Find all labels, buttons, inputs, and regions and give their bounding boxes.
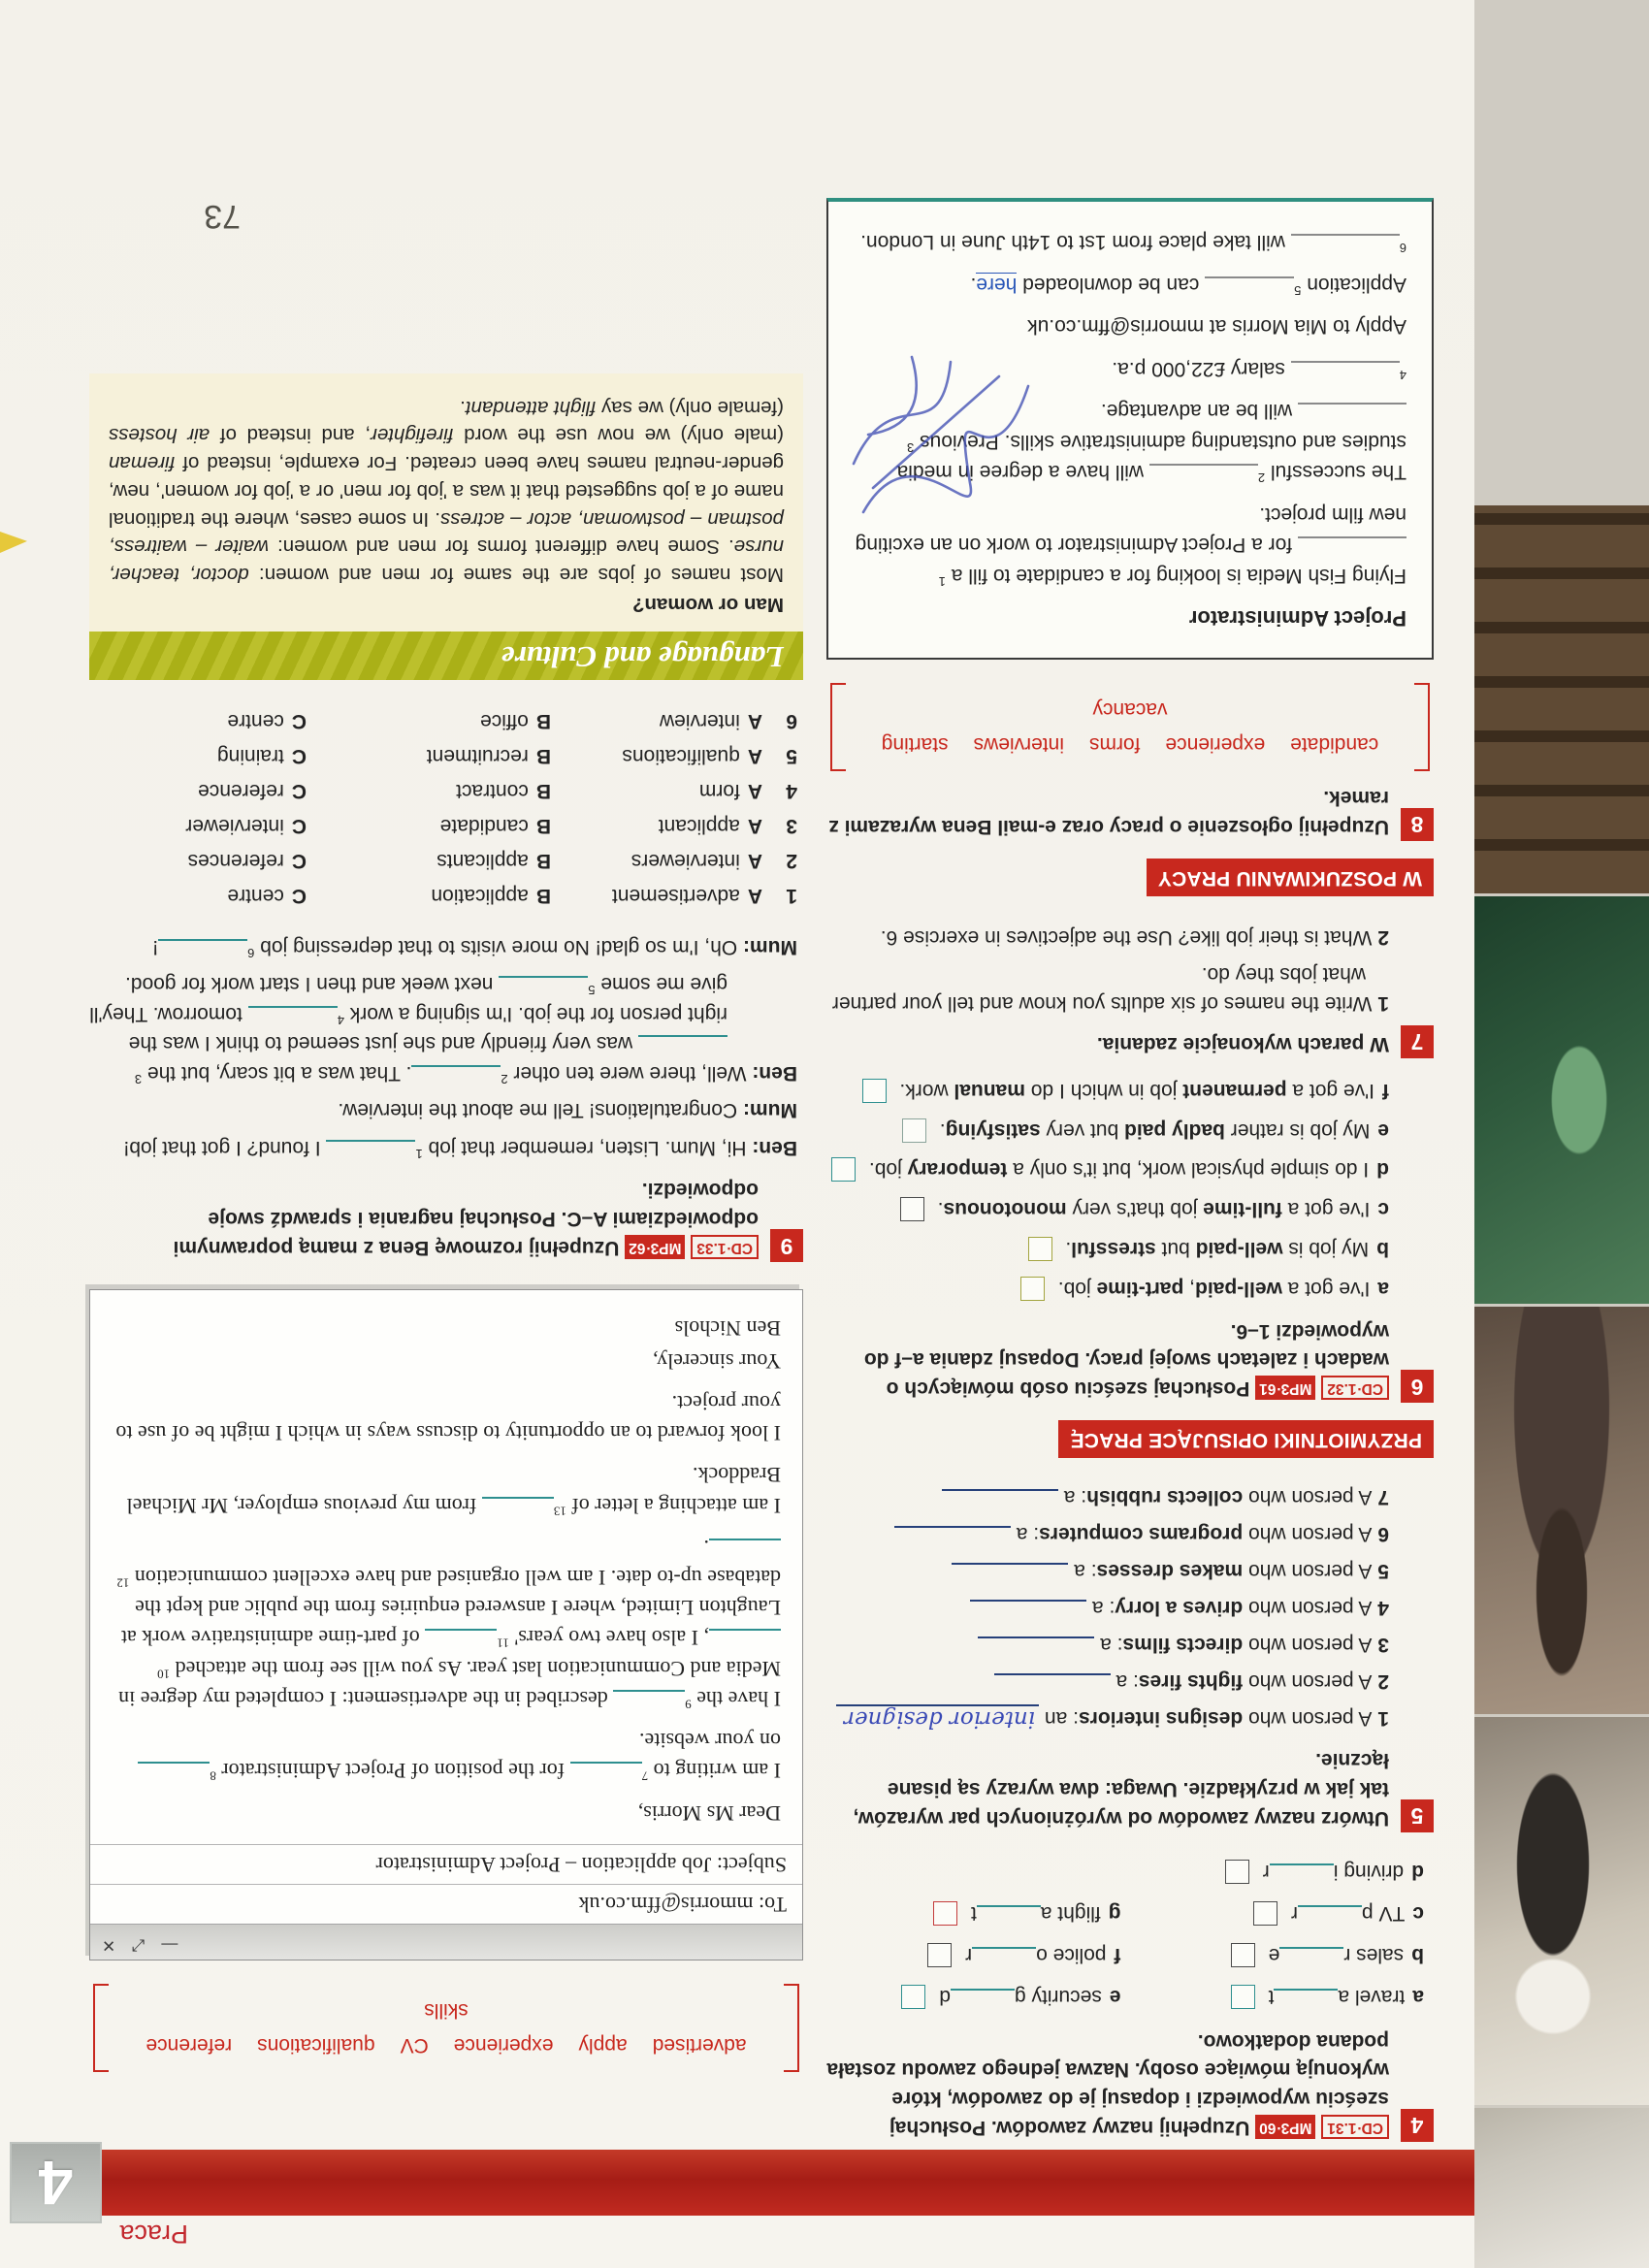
item-letter: a <box>1412 1985 1424 2008</box>
option-b[interactable]: Bcandidate <box>439 814 551 837</box>
answer-checkbox[interactable] <box>1225 1860 1249 1884</box>
unit-number: 4 <box>38 2148 74 2218</box>
fill-in-blank[interactable] <box>709 1629 781 1645</box>
gap-number: 5 <box>1294 282 1302 298</box>
exercise-4-items <box>826 1860 1424 2009</box>
bank-word: skills <box>424 1999 469 2023</box>
exercise-5-instruction: Utwórz nazwy zawodów od wyróżnionych par wyrazów, tak jak w przykładzie. Uwaga: dwa wyrazy są pisane łącznie. <box>853 1749 1389 1830</box>
item-letter: f <box>1382 1079 1389 1102</box>
fill-in-blank[interactable] <box>894 1526 1011 1542</box>
fill-in-blank[interactable] <box>158 939 247 956</box>
download-link[interactable]: here <box>976 273 1018 296</box>
edge-photo <box>1474 2108 1649 2268</box>
statement-item: eMy job is rather badly paid but very satisfying. <box>826 1116 1389 1145</box>
option-row-number: 3 <box>786 814 797 837</box>
answer-checkbox[interactable] <box>900 1197 924 1221</box>
profession-item: 6A person who programs computers: a <box>826 1522 1389 1545</box>
exercise-number-badge: 4 <box>1401 2109 1434 2142</box>
bank-word: experience <box>453 2034 554 2057</box>
item-number: 3 <box>1377 1634 1389 1657</box>
job-name-item: ddriving ir <box>1150 1860 1424 1884</box>
item-number: 1 <box>1377 1707 1389 1731</box>
exercise-number-badge: 9 <box>770 1229 803 1262</box>
edge-photo <box>1474 0 1649 502</box>
gap-number: 1 <box>938 573 946 589</box>
gap-number: 12 <box>116 1575 130 1591</box>
gap-number: 5 <box>588 983 596 998</box>
email-paragraph: I look forward to an opportunity to discuss ways in which I might be of use to your project. <box>115 1390 781 1446</box>
exercise-number-badge: 8 <box>1401 808 1434 841</box>
fill-in-blank[interactable] <box>1149 464 1258 480</box>
exercise-4-header <box>826 2026 1434 2142</box>
exercise-8-instruction: Uzupełnij ogłoszenie o pracy oraz e-mail Bena wyrazami z ramek. <box>828 786 1389 838</box>
option-b[interactable]: Bapplicants <box>436 849 551 872</box>
fill-in-blank[interactable] <box>942 1489 1058 1506</box>
exercise-number-badge: 6 <box>1401 1370 1434 1403</box>
gap-number: 2 <box>1257 470 1266 486</box>
option-a[interactable]: Aform <box>698 779 762 802</box>
option-b[interactable]: Bcontract <box>456 779 551 802</box>
bank-word: vacancy <box>1092 698 1168 722</box>
job-name-item: bsales re <box>1150 1943 1424 1967</box>
close-icon[interactable]: ✕ <box>102 1935 116 1955</box>
fill-in-blank[interactable] <box>1274 1989 1338 2005</box>
item-letter: c <box>1377 1198 1389 1221</box>
fill-in-blank[interactable] <box>977 1905 1041 1922</box>
gap-number: 10 <box>157 1667 171 1682</box>
pairwork-task: 1Write the names of six adults you know and tell your partner what jobs they do. <box>831 963 1389 1015</box>
bank-word: apply <box>578 2034 628 2057</box>
option-c[interactable]: Cinterviewer <box>185 814 307 837</box>
profession-item: 4A person who drives a lorry: a <box>826 1596 1389 1619</box>
option-b[interactable]: Bapplication <box>431 884 551 907</box>
fill-in-blank[interactable] <box>411 1065 501 1082</box>
fill-in-blank[interactable] <box>1270 1863 1334 1880</box>
profession-item: 1A person who designs interiors: an interior designer <box>826 1706 1389 1732</box>
answer-checkbox[interactable] <box>1231 1943 1255 1967</box>
yellow-arrow-sticker <box>0 532 27 553</box>
fill-in-blank[interactable] <box>1205 276 1294 293</box>
statement-item: bMy job is well-paid but stressful. <box>826 1234 1389 1263</box>
dialogue <box>89 932 797 1162</box>
exercise-5-items <box>826 1485 1389 1732</box>
item-letter: g <box>1108 1901 1121 1925</box>
mp3-badge: MP3·62 <box>625 1235 685 1259</box>
bank-word: candidate <box>1290 732 1379 756</box>
mp3-badge: MP3·60 <box>1255 2115 1315 2139</box>
bank-word: reference <box>146 2034 233 2057</box>
statement-item: cI've got a full-time job that's very monotonous. <box>826 1194 1389 1223</box>
option-c[interactable]: Ccentre <box>227 884 307 907</box>
exercise-number-badge: 7 <box>1401 1025 1434 1058</box>
item-letter: c <box>1412 1901 1424 1925</box>
option-row-number: 4 <box>786 779 797 802</box>
option-a[interactable]: Aapplicant <box>658 814 762 837</box>
exercise-4-instruction: Uzupełnij nazwy zawodów. Posłuchaj sześciu wypowiedzi i dopasuj je do zawodów, które wykonują mówiące osoby. Nazwa jednego zawodu została podana dodatkowo. <box>826 2029 1389 2139</box>
bank-word: experience <box>1165 732 1266 756</box>
option-b[interactable]: Boffice <box>480 709 551 732</box>
gap-number: 6 <box>247 946 255 961</box>
page-number: 73 <box>204 198 241 235</box>
cd-badge: CD·1.32 <box>1321 1376 1389 1400</box>
option-c[interactable]: Ccentre <box>227 709 307 732</box>
fill-in-blank[interactable] <box>1279 1947 1343 1963</box>
fill-in-blank[interactable] <box>326 1140 415 1156</box>
fill-in-blank[interactable] <box>972 1947 1036 1963</box>
item-number: 1 <box>1377 992 1389 1015</box>
email-titlebar <box>90 1924 802 1960</box>
fill-in-blank[interactable] <box>1298 536 1406 553</box>
fill-in-blank[interactable] <box>638 1035 728 1052</box>
option-c[interactable]: Creferences <box>187 849 307 872</box>
language-culture-heading: Man or woman? <box>631 593 784 616</box>
gap-number: 4 <box>1399 367 1406 382</box>
to-label: To: <box>758 1892 787 1917</box>
pairwork-task: 2What is their job like? Use the adjectives in exercise 6. <box>880 926 1389 950</box>
exercise-9-header <box>89 1176 803 1262</box>
bank-word: starting <box>881 732 949 756</box>
email-paragraph: I am attaching a letter of $^{13}$ from my previous employer, Mr Michael Braddock. <box>126 1463 781 1518</box>
job-name-item: atravel at <box>1150 1985 1424 2009</box>
dialogue-line: Ben: Hi, Mum. Listen, remember that job $^1$ I found? I got that job! <box>123 1136 797 1161</box>
gap-number: 13 <box>553 1503 566 1518</box>
email-subject-row <box>90 1844 802 1884</box>
fill-in-blank[interactable] <box>425 1629 497 1645</box>
subject-label: Subject: <box>716 1852 787 1877</box>
dialogue-line: Ben: Well, there were ten other $^2$. That was a bit scary, but the $^3$ was very friendly and she just seemed to think I was the right person for the job. I'm signing a work $^4$ tomorrow. They'll give me some $^5$ next week and then I start work for good. <box>89 973 797 1086</box>
answer-checkbox[interactable] <box>901 1985 925 2009</box>
advert-paragraph: Apply to Mia Morris at mmorris@ffm.co.uk <box>1027 315 1406 339</box>
language-culture-text: Most names of jobs are the same for men and women: doctor, teacher, nurse. Some have different forms for men and women: waiter – waitress, postman – postwoman, actor – actress. In some cases, where the traditional name of a job suggested that it was a 'job for men' or a 'job for women', new, gender-neutral names have been created. For example, instead of fireman (male only) we now use the word firefighter, and instead of air hostess (female only) we say flight attendant. <box>108 396 784 586</box>
word-bank-email <box>93 1984 799 2072</box>
mp3-badge: MP3·61 <box>1255 1376 1315 1400</box>
job-name-item: fpolice or <box>826 1943 1121 1967</box>
advert-paragraph: $^6$ will take place from 1st to 14th June in London. <box>860 231 1406 256</box>
option-row-number: 6 <box>786 709 797 732</box>
option-a[interactable]: Aqualifications <box>622 744 762 767</box>
fill-in-blank[interactable] <box>978 1636 1094 1653</box>
answer-checkbox[interactable] <box>831 1157 856 1182</box>
cd-badge: CD·1.33 <box>691 1235 759 1259</box>
answer-checkbox[interactable] <box>927 1943 952 1967</box>
fill-in-blank[interactable] <box>709 1539 781 1555</box>
answer-checkbox[interactable] <box>1231 1985 1255 2009</box>
gap-number: 9 <box>685 1697 692 1712</box>
bank-word: advertised <box>652 2034 747 2057</box>
fill-in-blank[interactable] <box>951 1989 1015 2005</box>
bank-word: qualifications <box>257 2034 375 2057</box>
statement-item: fI've got a permanent job in which I do manual work. <box>826 1076 1389 1105</box>
fill-in-blank[interactable] <box>1291 361 1400 377</box>
gap-number: 11 <box>497 1636 509 1651</box>
job-name-item: esecurity gd <box>826 1985 1121 2009</box>
exercise-number-badge: 5 <box>1401 1799 1434 1832</box>
exercise-6-items <box>826 1076 1389 1303</box>
fill-in-blank[interactable] <box>138 1762 210 1778</box>
statement-item: dI do simple physical work, but it's only a temporary job. <box>826 1155 1389 1184</box>
answer-checkbox[interactable] <box>902 1118 926 1143</box>
gap-number: 3 <box>907 439 915 455</box>
restore-icon[interactable]: ⤢ <box>131 1935 146 1955</box>
to-address: mmorris@ffm.co.uk <box>578 1892 754 1917</box>
gap-number: 6 <box>1399 241 1406 256</box>
fill-in-blank[interactable] <box>1298 1905 1362 1922</box>
gap-number: 3 <box>134 1071 143 1086</box>
fill-in-blank[interactable] <box>952 1563 1068 1579</box>
unit-header-band <box>99 2150 1474 2216</box>
dialogue-line: Mum: Congratulations! Tell me about the interview. <box>338 1099 797 1122</box>
profession-item: 5A person who makes dresses: a <box>826 1559 1389 1582</box>
gap-number: 2 <box>501 1071 508 1086</box>
advert-paragraph: The successful $^2$ will have a degree in media studies and outstanding administrative skills. Previous $^3$ will be an advantage. <box>896 400 1406 486</box>
exercise-7-items <box>826 923 1389 1018</box>
gap-number: 8 <box>210 1768 216 1784</box>
speaker-name: Mum: <box>743 936 797 959</box>
advert-paragraph: Application $^5$ can be downloaded here. <box>970 273 1406 298</box>
option-a[interactable]: Aadvertisement <box>611 884 762 907</box>
fill-in-blank[interactable] <box>613 1690 685 1706</box>
exercise-8-header <box>826 783 1434 841</box>
item-number: 5 <box>1377 1560 1389 1583</box>
page-edge-photo-strip <box>1474 0 1649 2268</box>
profession-item: 3A person who directs films: a <box>826 1633 1389 1656</box>
item-letter: d <box>1411 1860 1424 1883</box>
language-and-culture-box <box>89 373 803 680</box>
fill-in-blank[interactable] <box>1291 234 1400 250</box>
fill-in-blank[interactable] <box>499 976 588 992</box>
exercise-9-instruction: Uzupełnij rozmowę Bena z mamą poprawnymi odpowiedziami A–C. Posłuchaj nagrania i sprawdź swoje odpowiedzi. <box>173 1179 759 1260</box>
item-letter: f <box>1114 1943 1121 1966</box>
option-a[interactable]: Ainterviewers <box>630 849 762 872</box>
option-c[interactable]: Creference <box>198 779 307 802</box>
answer-checkbox[interactable] <box>862 1079 887 1103</box>
option-row-number: 5 <box>786 744 797 767</box>
fill-in-blank[interactable] <box>994 1673 1111 1690</box>
left-column <box>826 198 1434 2142</box>
answer-options-grid <box>89 709 797 907</box>
gap-number: 1 <box>415 1146 423 1161</box>
exercise-5-header <box>826 1745 1434 1831</box>
subject-value: Job application – Project Administrator <box>375 1852 712 1877</box>
item-letter: b <box>1376 1238 1389 1261</box>
item-letter: a <box>1377 1277 1389 1300</box>
language-culture-title: Language and Culture <box>89 632 803 680</box>
gap-number: 7 <box>641 1768 649 1784</box>
advert-title: Project Administrator <box>1188 605 1406 631</box>
email-greeting: Dear Ms Morris, <box>637 1800 781 1826</box>
answer-checkbox[interactable] <box>1028 1237 1052 1261</box>
advert-paragraph: Flying Fish Media is looking for a candidate to fill a $^1$ for a Project Administrator to work on an exciting new film project. <box>855 502 1406 589</box>
item-number: 7 <box>1377 1486 1389 1509</box>
option-row-number: 1 <box>786 884 797 907</box>
item-letter: d <box>1376 1158 1389 1182</box>
email-paragraph: I have the $^9$ described in the advertisement: I completed my degree in Media and Communication last year. As you will see from the attached $^{10}$, I also have two years' $^{11}$ of part-time administrative work at Laughton Limited, where I answered enquiries from the public and kept the database up-to date. I am well organised and have excellent communication $^{12}$. <box>116 1535 781 1712</box>
word-bank-advert <box>830 683 1430 771</box>
item-number: 6 <box>1377 1523 1389 1546</box>
option-c[interactable]: Ctraining <box>216 744 307 767</box>
speaker-name: Ben: <box>752 1061 797 1085</box>
edge-photo <box>1474 505 1649 893</box>
bank-word: forms <box>1088 732 1141 756</box>
cd-badge: CD·1.31 <box>1321 2115 1389 2139</box>
statement-item: aI've got a well-paid, part-time job. <box>826 1274 1389 1303</box>
item-letter: e <box>1377 1118 1389 1142</box>
minimize-icon[interactable]: — <box>161 1935 178 1955</box>
profession-item: 7A person who collects rubbish: a <box>826 1485 1389 1508</box>
handwritten-answer: interior designer <box>836 1704 1039 1732</box>
exercise-7-header <box>826 1025 1434 1058</box>
job-name-item: gflight at <box>826 1901 1121 1926</box>
dialogue-line: Mum: Oh, I'm so glad! No more visits to that depressing job $^6$! <box>152 936 797 961</box>
fill-in-blank[interactable] <box>482 1497 554 1513</box>
gap-number: 4 <box>337 1012 344 1027</box>
exercise-6-header <box>826 1316 1434 1403</box>
bank-word: interviews <box>973 732 1064 756</box>
edge-photo <box>1474 1307 1649 1714</box>
bank-word: CV <box>400 2034 429 2057</box>
option-a[interactable]: Ainterview <box>659 709 762 732</box>
email-window <box>89 1289 803 1960</box>
email-closing: Your sincerely, <box>653 1348 781 1374</box>
fill-in-blank[interactable] <box>970 1600 1086 1616</box>
unit-number-tab <box>10 2142 102 2223</box>
section-band-adjectives: PRZYMIOTNIKI OPISUJĄCE PRACĘ <box>1058 1420 1434 1458</box>
email-to-row <box>90 1884 802 1924</box>
item-letter: e <box>1109 1985 1121 2008</box>
right-column <box>89 373 803 2084</box>
speaker-name: Ben: <box>752 1136 797 1159</box>
job-advert-box <box>826 198 1434 660</box>
unit-title: Praca <box>119 2219 188 2249</box>
job-name-item: cTV pr <box>1150 1901 1424 1926</box>
option-b[interactable]: Brecruitment <box>426 744 551 767</box>
section-band-jobsearch: W POSZUKIWANIU PRACY <box>1147 859 1434 896</box>
profession-item: 2A person who fights fires: a <box>826 1669 1389 1693</box>
item-number: 2 <box>1377 1670 1389 1694</box>
fill-in-blank[interactable] <box>570 1762 642 1778</box>
edge-photo <box>1474 896 1649 1304</box>
fill-in-blank[interactable] <box>248 1006 338 1022</box>
exercise-7-instruction: W parach wykonajcie zadania. <box>1096 1033 1389 1055</box>
item-number: 4 <box>1377 1597 1389 1620</box>
fill-in-blank[interactable] <box>1298 403 1406 419</box>
exercise-6-instruction: Posłuchaj sześciu osób mówiących o wadach i zaletach swojej pracy. Dopasuj zdania a–f do wypowiedzi 1–6. <box>863 1319 1389 1401</box>
item-letter: b <box>1411 1943 1424 1966</box>
answer-checkbox[interactable] <box>1253 1901 1277 1926</box>
answer-checkbox[interactable] <box>933 1901 957 1926</box>
advert-paragraph: $^4$ salary £22,000 p.a. <box>1112 357 1406 382</box>
answer-checkbox[interactable] <box>1020 1277 1045 1301</box>
email-paragraph: I am writing to $^7$ for the position of Project Administrator $^8$ on your website. <box>112 1726 781 1786</box>
email-body <box>90 1290 802 1844</box>
edge-photo <box>1474 1717 1649 2105</box>
option-row-number: 2 <box>786 849 797 872</box>
speaker-name: Mum: <box>743 1099 797 1122</box>
email-signature: Ben Nichols <box>674 1316 781 1342</box>
item-number: 2 <box>1377 926 1389 950</box>
